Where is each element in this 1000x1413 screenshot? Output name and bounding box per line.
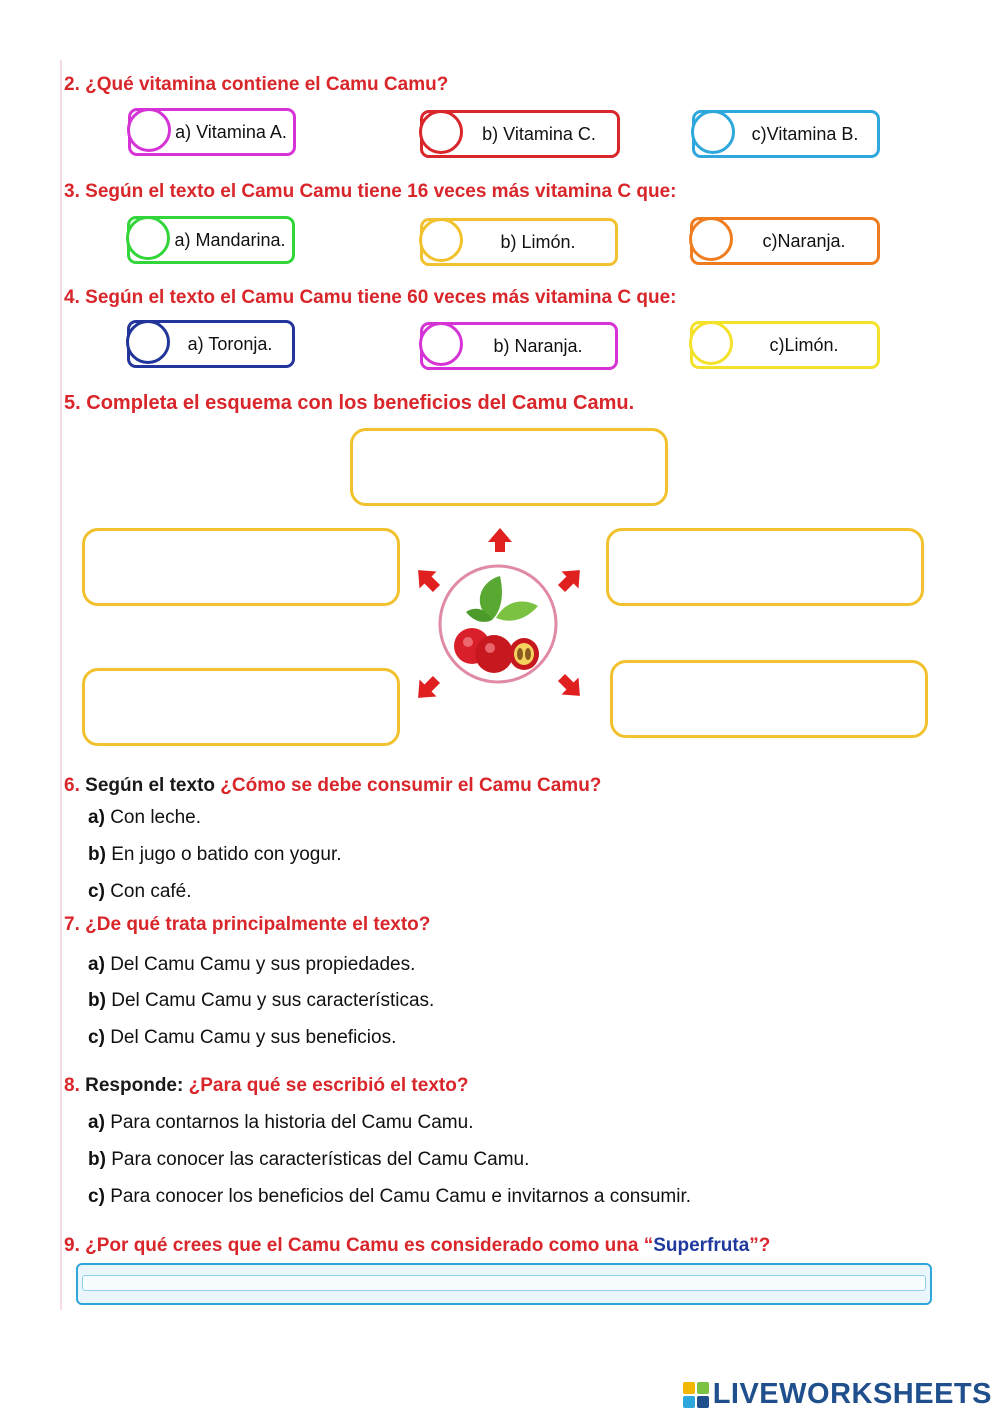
q8-answer-c[interactable] [88,1186,691,1208]
page-margin-line [60,60,62,1310]
question-text: ¿De qué trata principalmente el texto? [85,914,431,935]
arrow-up-icon [488,528,512,552]
answer-text: En jugo o batido con yogur. [111,844,342,865]
question-number: 7. [64,914,80,935]
answer-field-inner [82,1275,926,1291]
radio-circle[interactable] [689,321,733,365]
answer-letter: a) [88,1112,105,1133]
question-number: 4. [64,287,80,308]
question-text: ¿Cómo se debe consumir el Camu Camu? [220,775,602,796]
question-text: ¿Por qué crees que el Camu Camu es considerado como una [85,1235,644,1256]
answer-letter: a) [88,807,105,828]
q8-answer-a[interactable] [88,1112,473,1134]
question-text: Completa el esquema con los beneficios del Camu Camu. [86,392,635,414]
question-9-title [64,1235,770,1257]
radio-circle[interactable] [126,216,170,260]
question-number: 9. [64,1235,80,1256]
radio-circle[interactable] [419,110,463,154]
option-label: a) Mandarina. [174,229,286,250]
radio-circle[interactable] [419,322,463,366]
question-text: Según el texto el Camu Camu tiene 60 veces más vitamina C que: [85,287,677,308]
answer-text: Del Camu Camu y sus características. [111,990,435,1011]
radio-circle[interactable] [691,110,735,154]
radio-circle[interactable] [419,218,463,262]
option-label: c)Limón. [769,334,839,355]
q4-option-b[interactable] [420,322,618,370]
option-label: b) Limón. [500,231,576,252]
q6-answer-b[interactable] [88,844,342,866]
arrow-up-left-icon [410,562,445,597]
q7-answer-a[interactable] [88,954,415,976]
answer-text: Para conocer las características del Camu Camu. [111,1149,530,1170]
q3-option-c[interactable] [690,217,880,265]
answer-letter: b) [88,1149,106,1170]
question-6-title [64,775,601,797]
quote-open: “ [643,1235,654,1256]
superfruta-highlight: Superfruta [653,1235,750,1256]
question-number: 8. [64,1075,80,1096]
question-4-title [64,287,676,309]
liveworksheets-grid-icon [683,1382,709,1408]
answer-letter: b) [88,844,106,865]
question-lead: Según el texto [85,775,215,796]
quote-close: ”? [749,1235,771,1256]
scheme-box-left-lower[interactable] [82,668,400,746]
option-label: b) Naranja. [493,335,583,356]
q3-option-b[interactable] [420,218,618,266]
question-number: 2. [64,74,80,95]
camu-camu-diagram [400,520,600,720]
q3-option-a[interactable] [127,216,295,264]
radio-circle[interactable] [127,108,171,152]
q7-answer-c[interactable] [88,1027,396,1049]
option-label: c)Vitamina B. [751,123,859,144]
question-number: 3. [64,181,80,202]
q2-option-a[interactable] [128,108,296,156]
brand-name: LIVEWORKSHEETS [712,1378,992,1410]
option-label: c)Naranja. [762,230,846,251]
answer-text: Del Camu Camu y sus beneficios. [110,1027,397,1048]
question-8-title [64,1075,468,1097]
q6-answer-c[interactable] [88,881,192,903]
question-5-title [64,392,634,415]
radio-circle[interactable] [689,217,733,261]
arrow-up-right-icon [553,562,588,597]
answer-text: Con café. [110,881,192,902]
arrow-down-right-icon [553,669,588,704]
answer-text: Con leche. [110,807,202,828]
question-lead: Responde: [85,1075,184,1096]
option-label: a) Vitamina A. [175,121,287,142]
q4-option-c[interactable] [690,321,880,369]
answer-text: Para conocer los beneficios del Camu Camu e invitarnos a consumir. [110,1186,692,1207]
question-number: 6. [64,775,80,796]
question-3-title [64,181,676,203]
radio-circle[interactable] [126,320,170,364]
option-label: a) Toronja. [187,333,273,354]
answer-letter: c) [88,1027,105,1048]
answer-text: Para contarnos la historia del Camu Camu. [110,1112,474,1133]
q4-option-a[interactable] [127,320,295,368]
answer-letter: c) [88,881,105,902]
scheme-box-left-upper[interactable] [82,528,400,606]
question-text: Según el texto el Camu Camu tiene 16 veces más vitamina C que: [85,181,677,202]
q2-option-b[interactable] [420,110,620,158]
scheme-box-right-lower[interactable] [610,660,928,738]
question-2-title [64,74,448,96]
scheme-box-right-upper[interactable] [606,528,924,606]
answer-text: Del Camu Camu y sus propiedades. [110,954,416,975]
question-7-title [64,914,430,936]
q8-answer-b[interactable] [88,1149,529,1171]
answer-letter: b) [88,990,106,1011]
scheme-box-top[interactable] [350,428,668,506]
liveworksheets-logo [683,1378,992,1411]
q9-answer-field[interactable] [76,1263,932,1305]
question-text: ¿Para qué se escribió el texto? [188,1075,469,1096]
q7-answer-b[interactable] [88,990,434,1012]
question-text: ¿Qué vitamina contiene el Camu Camu? [85,74,449,95]
option-label: b) Vitamina C. [482,123,596,144]
answer-letter: c) [88,1186,105,1207]
question-number: 5. [64,392,81,414]
q2-option-c[interactable] [692,110,880,158]
answer-letter: a) [88,954,105,975]
arrow-down-left-icon [410,671,445,706]
q6-answer-a[interactable] [88,807,201,829]
